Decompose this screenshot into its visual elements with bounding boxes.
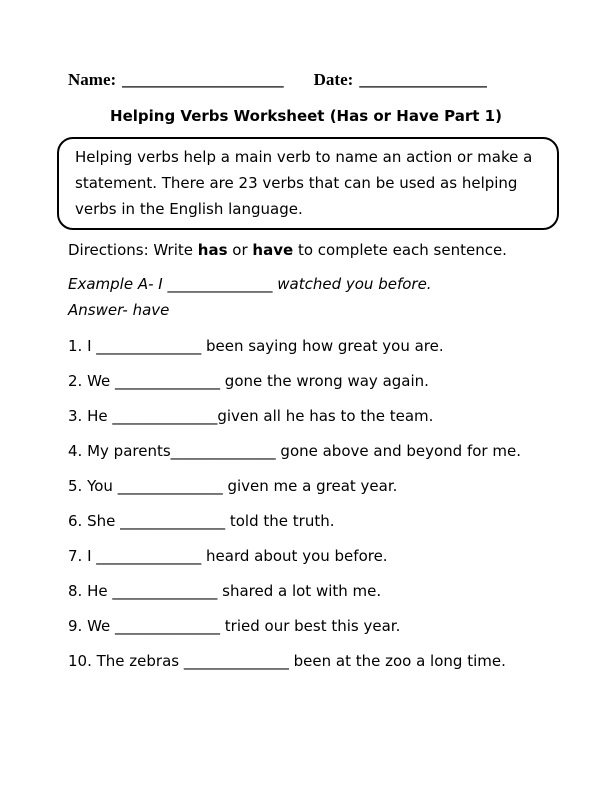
sentence-item-3: 3. He ______________given all he has to the team.	[68, 407, 434, 425]
directions-middle: or	[227, 241, 253, 259]
sentence-item-9: 9. We ______________ tried our best this year.	[68, 617, 401, 635]
worksheet-body	[68, 240, 576, 686]
sentence-item-7: 7. I ______________ heard about you before.	[68, 547, 388, 565]
sentence-item-8: 8. He ______________ shared a lot with me.	[68, 582, 382, 600]
directions-prefix: Directions: Write	[68, 241, 198, 259]
sentence-item-2: 2. We ______________ gone the wrong way again.	[68, 372, 429, 390]
directions-bold-have: have	[252, 241, 294, 259]
directions-line	[68, 240, 576, 261]
name-label: Name:	[68, 70, 117, 89]
name-date-header	[68, 70, 572, 90]
sentence-item-4: 4. My parents______________ gone above and beyond for me.	[68, 442, 521, 460]
directions-suffix: to complete each sentence.	[293, 241, 507, 259]
name-blank-line: ___________________	[122, 70, 284, 89]
directions-bold-has: has	[197, 241, 228, 259]
date-label: Date:	[313, 70, 354, 89]
date-blank-line: _______________	[359, 70, 487, 89]
worksheet-title: Helping Verbs Worksheet (Has or Have Part 1)	[110, 107, 502, 125]
sentence-item-1: 1. I ______________ been saying how great you are.	[68, 337, 444, 355]
info-box	[57, 137, 559, 230]
sentence-item-6: 6. She ______________ told the truth.	[68, 512, 335, 530]
info-box-text: Helping verbs help a main verb to name an action or make a statement. There are 23 verbs that can be used as helping verbs in the English language.	[75, 148, 533, 218]
answer-line: Answer- have	[68, 301, 170, 319]
sentence-item-10: 10. The zebras ______________ been at the zoo a long time.	[68, 652, 506, 670]
sentence-item-5: 5. You ______________ given me a great year.	[68, 477, 398, 495]
example-line: Example A- I ______________ watched you before.	[68, 275, 432, 293]
